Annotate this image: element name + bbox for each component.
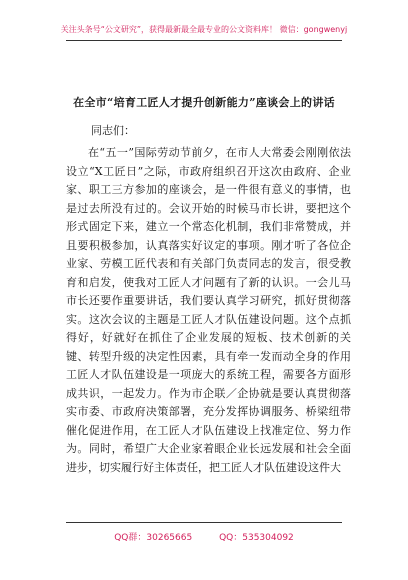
header-divider bbox=[66, 40, 342, 41]
footer-contact bbox=[0, 530, 408, 543]
footer-qq-group: QQ群：30265665 bbox=[114, 533, 193, 543]
footer-divider bbox=[66, 522, 342, 523]
footer-qq-number: QQ：535304092 bbox=[219, 533, 294, 543]
body-paragraph: 在“五一”国际劳动节前夕，在市人大常委会刚刚依法设立“X工匠日”之际，市政府组织召开这次由政府、企业家、职工三方参加的座谈会，是一件很有意义的事情，也是过去所没有过的。会议开始的时候马市长讲，要把这个形式固定下来，建立一个常态化机制，我们非常赞成，并且要积极参加，认真落实好议定的事项。刚才听了各位企业家、劳模工匠代表和有关部门负责同志的发言，很受教育和启发，使我对工匠人才问题有了新的认识。一会儿马市长还要作重要讲话，我们要认真学习研究，抓好贯彻落实。这次会议的主题是工匠人才队伍建设问题。这个点抓得好，好就好在抓住了企业发展的短板、技术创新的关键、转型升级的决定性因素，具有牵一发而动全身的作用工匠人才队伍建设是一项庞大的系统工程，需要各方面形成共识，一起发力。作为市企联／企协就是要认真贯彻落实市委、市政府决策部署，充分发挥协调服务、桥梁纽带催化促进作用，在工匠人才队伍建设上找准定位、努力作为。同时，希望广大企业家着眼企业长远发展和社会全面进步，切实履行好主体责任，把工匠人才队伍建设这件大 bbox=[66, 146, 351, 474]
header-promo-note: 关注头条号“公文研究”，获得最新最全最专业的公文资料库！ 微信：gongwenyj bbox=[60, 25, 348, 34]
salutation: 同志们： bbox=[91, 124, 135, 137]
document-body bbox=[66, 144, 351, 477]
document-title: 在全市“培育工匠人才提升创新能力”座谈会上的讲话 bbox=[73, 96, 335, 109]
